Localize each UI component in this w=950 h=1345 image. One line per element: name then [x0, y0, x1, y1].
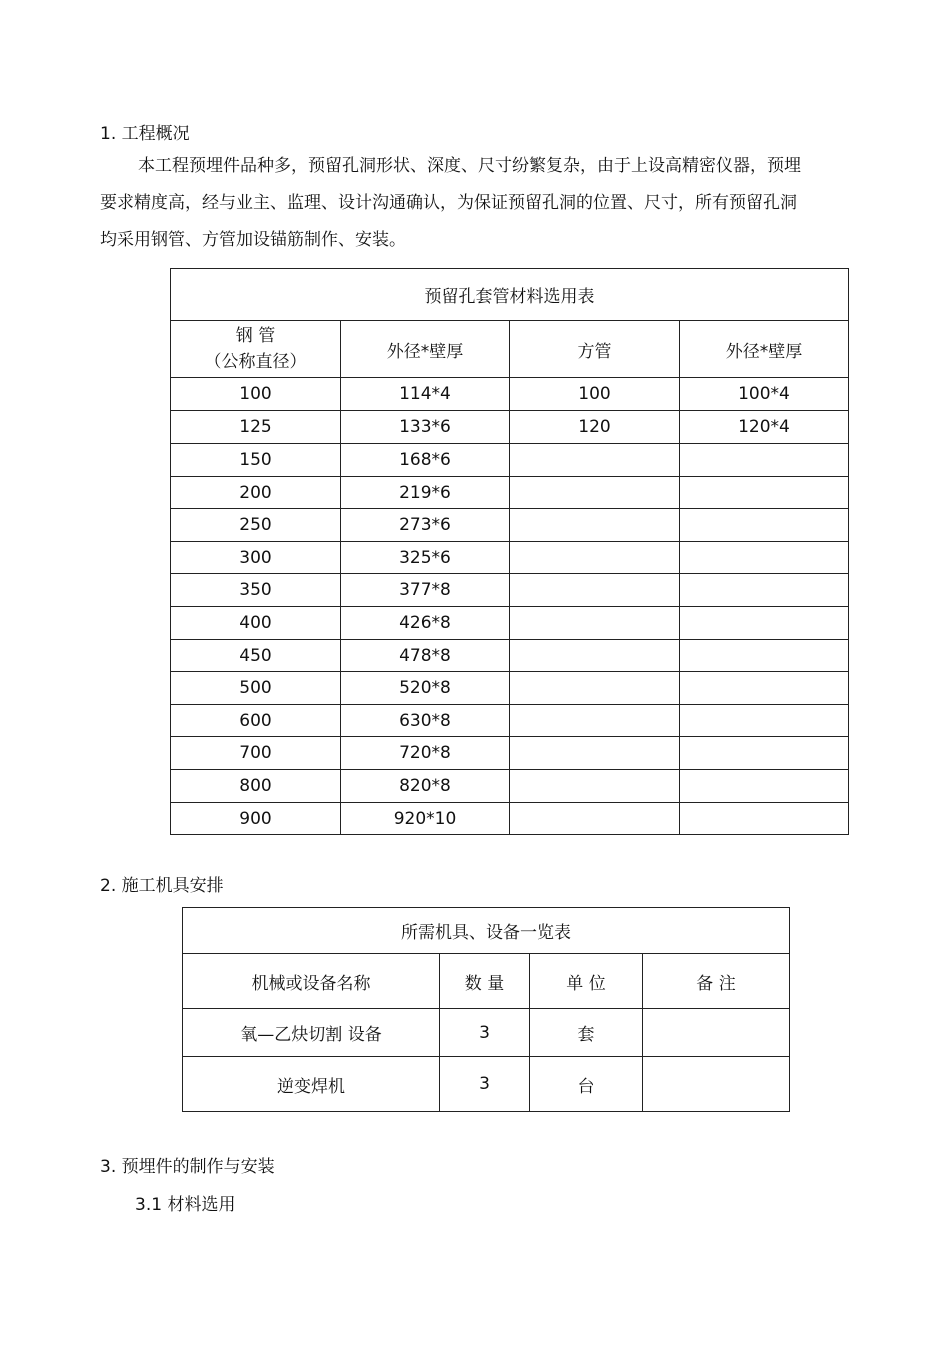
table-cell [510, 444, 680, 477]
table-cell [680, 705, 849, 737]
section1-heading: 1. 工程概况 [100, 124, 190, 144]
table-body [171, 378, 849, 835]
header-steel-pipe [171, 321, 341, 378]
header-equipment-name: 机械或设备名称 [183, 954, 440, 1009]
table-cell: 426*8 [341, 607, 510, 640]
table-cell [680, 607, 849, 640]
table-row [171, 705, 849, 737]
table-row [171, 378, 849, 411]
section1-paragraph [100, 148, 840, 259]
table-row [171, 542, 849, 574]
table-cell [680, 477, 849, 509]
table-cell [680, 444, 849, 477]
table-title: 所需机具、设备一览表 [183, 908, 790, 954]
table-cell: 800 [171, 770, 341, 803]
table-cell: 920*10 [341, 803, 510, 835]
table-title: 预留孔套管材料选用表 [171, 269, 849, 321]
table-cell: 120 [510, 411, 680, 444]
table-cell: 350 [171, 574, 341, 607]
table-cell: 台 [530, 1057, 643, 1112]
table-cell: 325*6 [341, 542, 510, 574]
table-cell: 630*8 [341, 705, 510, 737]
table-cell: 720*8 [341, 737, 510, 770]
table-row [171, 803, 849, 835]
table-row [171, 477, 849, 509]
table-cell: 400 [171, 607, 341, 640]
table-cell [510, 737, 680, 770]
table-cell: 250 [171, 509, 341, 542]
table-cell [510, 574, 680, 607]
paragraph-line: 均采用钢管、方管加设锚筋制作、安装。 [100, 230, 406, 250]
table-cell [510, 640, 680, 672]
table-cell [510, 770, 680, 803]
table-cell: 219*6 [341, 477, 510, 509]
header-square-pipe: 方管 [510, 321, 680, 378]
table-cell: 377*8 [341, 574, 510, 607]
casing-material-table [170, 268, 849, 835]
table-cell [643, 1009, 790, 1057]
table-cell [510, 705, 680, 737]
table-row [171, 444, 849, 477]
table-cell: 500 [171, 672, 341, 705]
table-cell: 100 [510, 378, 680, 411]
table-cell: 168*6 [341, 444, 510, 477]
table-cell [643, 1057, 790, 1112]
table-row [171, 640, 849, 672]
section2-heading: 2. 施工机具安排 [100, 876, 224, 896]
table-cell: 900 [171, 803, 341, 835]
header-line: 钢 管 [235, 326, 276, 346]
table-cell: 150 [171, 444, 341, 477]
table-row [171, 672, 849, 705]
table-cell: 逆变焊机 [183, 1057, 440, 1112]
section3-subheading: 3.1 材料选用 [135, 1195, 236, 1215]
table-cell: 273*6 [341, 509, 510, 542]
table-cell: 100*4 [680, 378, 849, 411]
header-square-diameter-thickness: 外径*壁厚 [680, 321, 849, 378]
equipment-table [182, 907, 790, 1112]
table-row [171, 607, 849, 640]
table-cell [680, 803, 849, 835]
table-cell [680, 770, 849, 803]
table-cell [680, 672, 849, 705]
table-cell: 120*4 [680, 411, 849, 444]
header-remarks: 备 注 [643, 954, 790, 1009]
table-cell: 套 [530, 1009, 643, 1057]
table-row [171, 509, 849, 542]
table-cell [510, 607, 680, 640]
table-cell: 820*8 [341, 770, 510, 803]
table-row [171, 770, 849, 803]
table-cell [510, 509, 680, 542]
table-cell: 520*8 [341, 672, 510, 705]
table-cell: 450 [171, 640, 341, 672]
table-cell: 100 [171, 378, 341, 411]
table-cell: 125 [171, 411, 341, 444]
table-cell [680, 737, 849, 770]
table-cell: 700 [171, 737, 341, 770]
table-cell: 478*8 [341, 640, 510, 672]
table-cell [510, 672, 680, 705]
header-quantity: 数 量 [440, 954, 530, 1009]
table-cell: 3 [440, 1009, 530, 1057]
table-cell [510, 803, 680, 835]
paragraph-line: 要求精度高，经与业主、监理、设计沟通确认，为保证预留孔洞的位置、尺寸，所有预留孔洞 [100, 193, 797, 213]
section3-heading: 3. 预埋件的制作与安装 [100, 1157, 275, 1177]
table-row [171, 737, 849, 770]
table-cell [680, 509, 849, 542]
table-cell: 氧—乙炔切割 设备 [183, 1009, 440, 1057]
table-row [171, 574, 849, 607]
table-cell: 3 [440, 1057, 530, 1112]
table-cell [510, 477, 680, 509]
table-cell: 114*4 [341, 378, 510, 411]
table-cell: 300 [171, 542, 341, 574]
paragraph-line: 本工程预埋件品种多，预留孔洞形状、深度、尺寸纷繁复杂，由于上设高精密仪器，预埋 [138, 156, 801, 176]
header-line: （公称直径） [204, 352, 307, 372]
table-row [171, 411, 849, 444]
table-cell [510, 542, 680, 574]
table-cell: 200 [171, 477, 341, 509]
table-cell [680, 542, 849, 574]
table-cell: 133*6 [341, 411, 510, 444]
table-cell [680, 574, 849, 607]
table-cell: 600 [171, 705, 341, 737]
header-unit: 单 位 [530, 954, 643, 1009]
table-cell [680, 640, 849, 672]
header-diameter-thickness: 外径*壁厚 [341, 321, 510, 378]
